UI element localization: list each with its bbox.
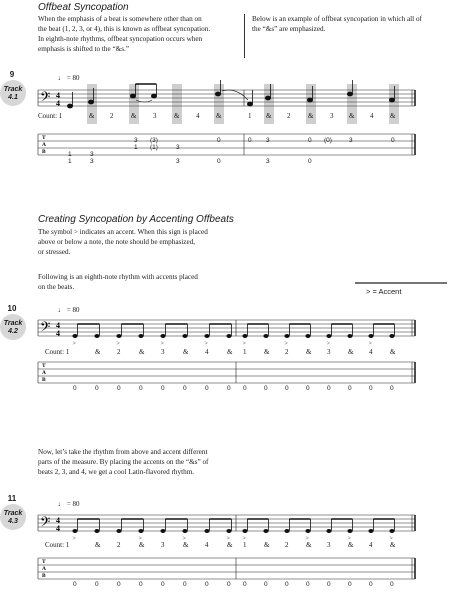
row-cell: 0: [390, 385, 394, 392]
staff-lines-ex10: [38, 320, 415, 336]
accent-mark: >: [368, 341, 372, 347]
accent-mark: >: [72, 536, 76, 542]
track-label: Track 4.1: [3, 86, 23, 101]
paragraph-latin-rhythm: Now, let’s take the rhythm from above and accent different parts of the measure. By placing the accents on the “&s” of beats 2, 3, and 4, we get a cool Latin-flavored rhythm.: [38, 448, 209, 476]
row-cell: 0: [117, 581, 121, 588]
row-cell: 0: [139, 581, 143, 588]
accent-mark: >: [72, 341, 76, 347]
row-cell: 0: [243, 385, 247, 392]
row-cell: 0: [205, 385, 209, 392]
eighth-note: [204, 334, 209, 338]
accent-mark: >: [226, 536, 230, 542]
bass-clef-icon: 𝄢: [40, 321, 51, 338]
eighth-note: [226, 529, 231, 533]
time-signature-top: 4: [56, 321, 60, 330]
eighth-note: [182, 334, 187, 338]
bass-clef-icon: 𝄢: [40, 516, 51, 533]
accent-mark: >: [242, 341, 246, 347]
row-cell: &: [348, 348, 354, 356]
row-cell: 0: [327, 581, 331, 588]
tempo-marking: ♩ = 80: [58, 306, 80, 314]
time-signature-bottom: 4: [56, 329, 60, 338]
row-cell: 0: [73, 385, 77, 392]
row-cell: 4: [205, 348, 209, 356]
row-cell: 0: [348, 385, 352, 392]
notes-ex11: [72, 519, 394, 542]
row-cell: 2: [285, 348, 289, 356]
eighth-note: [160, 529, 165, 533]
tab-row-ex10: [0, 385, 449, 393]
count-row-ex9: Count: 1 & 2 & 3 & 4 & 1 & 2 & 3 & 4 &: [38, 112, 396, 120]
row-cell: 0: [95, 385, 99, 392]
row-cell: 0: [95, 581, 99, 588]
tab-b-label: B: [42, 573, 46, 579]
eighth-note: [263, 529, 268, 533]
row-cell: 0: [73, 581, 77, 588]
track-label: Track 4.3: [3, 510, 23, 525]
row-cell: 0: [306, 581, 310, 588]
row-cell: 3: [327, 541, 331, 549]
row-cell: 3: [161, 348, 165, 356]
row-cell: 0: [161, 385, 165, 392]
row-cell: 0: [117, 385, 121, 392]
staff-lines-ex11: [38, 515, 415, 531]
eighth-note: [72, 529, 77, 533]
row-cell: &: [390, 541, 396, 549]
eighth-note: [347, 529, 352, 533]
tab-b-label: B: [42, 377, 46, 383]
row-cell: 2: [117, 348, 121, 356]
accent-mark: >: [204, 341, 208, 347]
row-cell: &: [264, 348, 270, 356]
row-cell: &: [306, 348, 312, 356]
eighth-note: [368, 334, 373, 338]
tab-a-label: A: [42, 142, 46, 148]
row-cell: Count: 1: [45, 348, 70, 356]
accent-mark: >: [242, 536, 246, 542]
row-cell: 0: [161, 581, 165, 588]
row-cell: &: [390, 348, 396, 356]
row-cell: 0: [227, 385, 231, 392]
paragraph-accent-symbol: The symbol > indicates an accent. When this sign is placed above or below a note, the note should be emphasized, or stressed.: [38, 228, 208, 256]
row-cell: 2: [117, 541, 121, 549]
time-signature-bottom: 4: [56, 524, 60, 533]
row-cell: 4: [205, 541, 209, 549]
accent-mark: >: [284, 341, 288, 347]
eighth-note: [305, 529, 310, 533]
track-label: Track 4.2: [3, 320, 23, 335]
tab-t-label: T: [42, 135, 46, 141]
section-heading-accenting: Creating Syncopation by Accenting Offbeats: [38, 214, 234, 225]
section-heading-offbeat: Offbeat Syncopation: [38, 2, 129, 13]
row-cell: 4: [369, 541, 373, 549]
row-cell: 0: [139, 385, 143, 392]
row-cell: 1: [243, 541, 247, 549]
eighth-note: [204, 529, 209, 533]
example-number: 10: [7, 304, 17, 313]
example-number: 9: [9, 70, 15, 79]
row-cell: 3: [327, 348, 331, 356]
bass-clef-icon: 𝄢: [40, 91, 51, 108]
accent-legend: > = Accent: [366, 287, 402, 296]
eighth-note: [326, 334, 331, 338]
row-cell: 0: [306, 385, 310, 392]
tab-a-label: A: [42, 370, 46, 376]
row-cell: &: [139, 348, 145, 356]
row-cell: &: [183, 541, 189, 549]
row-cell: 3: [161, 541, 165, 549]
row-cell: 0: [390, 581, 394, 588]
accent-mark: >: [347, 536, 351, 542]
accent-mark: >: [389, 536, 393, 542]
accent-mark: >: [160, 341, 164, 347]
row-cell: 0: [327, 385, 331, 392]
row-cell: 4: [369, 348, 373, 356]
row-cell: 0: [369, 385, 373, 392]
row-cell: 0: [348, 581, 352, 588]
row-cell: 0: [264, 385, 268, 392]
accent-mark: >: [326, 341, 330, 347]
row-cell: 0: [183, 385, 187, 392]
example-number: 11: [7, 494, 17, 503]
row-cell: 0: [369, 581, 373, 588]
time-signature-bottom: 4: [56, 99, 60, 108]
eighth-note: [94, 529, 99, 533]
eighth-note: [389, 529, 394, 533]
eighth-note: [160, 334, 165, 338]
tab-lines-ex11: [38, 558, 415, 579]
row-cell: 1: [243, 348, 247, 356]
eighth-note: [368, 529, 373, 533]
row-cell: &: [264, 541, 270, 549]
row-cell: &: [95, 348, 101, 356]
eighth-note: [305, 334, 310, 338]
tab-lines-ex10: [38, 362, 415, 383]
tab-t-label: T: [42, 559, 46, 565]
eighth-note: [138, 529, 143, 533]
eighth-note: [242, 529, 247, 533]
eighth-note: [94, 334, 99, 338]
tempo-marking: ♩ = 80: [58, 74, 80, 82]
tab-a-label: A: [42, 566, 46, 572]
eighth-note: [116, 529, 121, 533]
eighth-note: [284, 334, 289, 338]
eighth-note: [226, 334, 231, 338]
row-cell: &: [306, 541, 312, 549]
row-cell: &: [183, 348, 189, 356]
paragraph-offbeat-left: When the emphasis of a beat is somewhere other than on the beat (1, 2, 3, or 4), this is known as offbeat syncopation. In eighth-note rhythms, offbeat syncopation occurs when emphasis is shifted to the “&s.”: [38, 15, 211, 53]
eighth-note: [263, 334, 268, 338]
eighth-note: [326, 529, 331, 533]
row-cell: &: [139, 541, 145, 549]
row-cell: 0: [285, 581, 289, 588]
eighth-note: [284, 529, 289, 533]
tempo-marking: ♩ = 80: [58, 500, 80, 508]
eighth-note: [116, 334, 121, 338]
row-cell: &: [348, 541, 354, 549]
row-cell: &: [95, 541, 101, 549]
count-row-ex10: [0, 348, 449, 358]
tab-b-label: B: [42, 149, 46, 155]
accent-mark: >: [138, 536, 142, 542]
paragraph-accent-beats: Following is an eighth-note rhythm with accents placed on the beats.: [38, 273, 198, 291]
eighth-note: [242, 334, 247, 338]
count-row-ex11: [0, 541, 449, 551]
row-cell: 0: [183, 581, 187, 588]
row-cell: Count: 1: [45, 541, 70, 549]
eighth-note: [72, 334, 77, 338]
time-signature-top: 4: [56, 516, 60, 525]
tab-row-top-ex9: 3 (3) 0 3 0 (0) 3 0 0: [134, 137, 395, 144]
notes-ex10: [72, 324, 394, 347]
row-cell: &: [227, 541, 233, 549]
eighth-note: [347, 334, 352, 338]
row-cell: 0: [285, 385, 289, 392]
accent-mark: >: [182, 536, 186, 542]
accent-mark: >: [305, 536, 309, 542]
eighth-note: [138, 334, 143, 338]
tab-row-ex11: [0, 581, 449, 589]
row-cell: 0: [227, 581, 231, 588]
paragraph-offbeat-right: Below is an example of offbeat syncopation in which all of the “&s” are emphasized.: [252, 15, 422, 33]
tab-row-low-ex9: 1 3: [68, 151, 94, 158]
tab-row-mid-ex9: 1 (1) 3: [134, 144, 180, 151]
eighth-note: [389, 334, 394, 338]
time-signature-top: 4: [56, 91, 60, 100]
row-cell: 0: [205, 581, 209, 588]
row-cell: 0: [243, 581, 247, 588]
tab-t-label: T: [42, 363, 46, 369]
row-cell: &: [227, 348, 233, 356]
row-cell: 2: [285, 541, 289, 549]
eighth-note: [182, 529, 187, 533]
accent-mark: >: [116, 341, 120, 347]
tab-row-below-ex9: 1 3 3 0 3 0: [68, 158, 312, 165]
row-cell: 0: [264, 581, 268, 588]
